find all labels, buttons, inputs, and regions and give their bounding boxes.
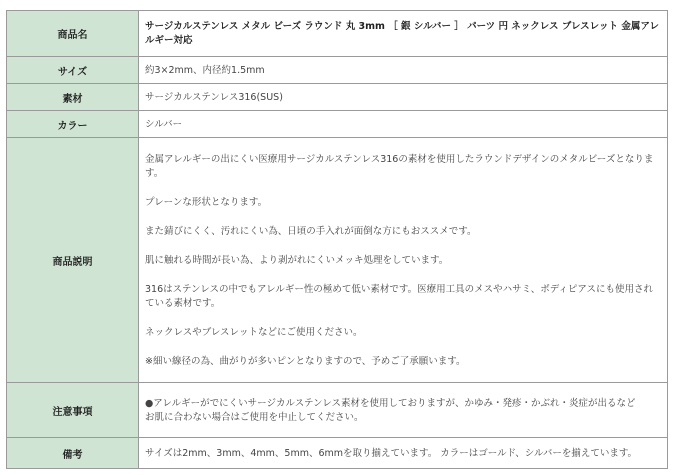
size-label: サイズ	[7, 57, 139, 84]
product-name-row	[7, 11, 668, 57]
description-paragraph: プレーンな形状となります。	[145, 196, 268, 208]
color-label: カラー	[7, 111, 139, 138]
description-paragraph: ※細い線径の為、曲がりが多いピンとなりますので、予めご了承願います。	[145, 355, 466, 367]
notes-label: 注意事項	[7, 383, 139, 438]
material-label: 素材	[7, 84, 139, 111]
size-value: 約3×2mm、内径約1.5mm	[139, 57, 668, 84]
notes-row	[7, 383, 668, 438]
color-value: シルバー	[139, 111, 668, 138]
product-name-label: 商品名	[7, 11, 139, 57]
remarks-row	[7, 438, 668, 469]
product-name-value: サージカルステンレス メタル ビーズ ラウンド 丸 3mm ［ 銀 シルバー ］ パーツ 円 ネックレス ブレスレット 金属アレルギー対応	[139, 11, 668, 57]
size-row	[7, 57, 668, 84]
description-paragraph: 金属アレルギーの出にくい医療用サージカルステンレス316の素材を使用したラウンドデザインのメタルビーズとなります。	[145, 153, 654, 179]
description-paragraph: また錆びにくく、汚れにくい為、日頃の手入れが面倒な方にもおススメです。	[145, 225, 477, 237]
description-paragraph: 316はステンレスの中でもアレルギー性の極めて低い素材です。医療用工具のメスやハサミ、ボディピアスにも使用されている素材です。	[145, 283, 654, 309]
color-row	[7, 111, 668, 138]
notes-line: お肌に合わない場合はご使用を中止してください。	[145, 411, 364, 423]
notes-line: ●アレルギーがでにくいサージカルステンレス素材を使用しておりますが、かゆみ・発疹・かぶれ・炎症が出るなど	[145, 397, 636, 409]
description-row	[7, 138, 668, 383]
description-paragraph: 肌に触れる時間が長い為、より剥がれにくいメッキ処理をしています。	[145, 254, 449, 266]
description-value	[139, 138, 668, 383]
remarks-label: 備考	[7, 438, 139, 469]
description-paragraph: ネックレスやブレスレットなどにご使用ください。	[145, 326, 363, 338]
material-row	[7, 84, 668, 111]
material-value: サージカルステンレス316(SUS)	[139, 84, 668, 111]
product-spec-table	[6, 10, 668, 469]
notes-value	[139, 383, 668, 438]
description-label: 商品説明	[7, 138, 139, 383]
remarks-value: サイズは2mm、3mm、4mm、5mm、6mmを取り揃えています。 カラーはゴールド、シルバーを揃えています。	[139, 438, 668, 469]
